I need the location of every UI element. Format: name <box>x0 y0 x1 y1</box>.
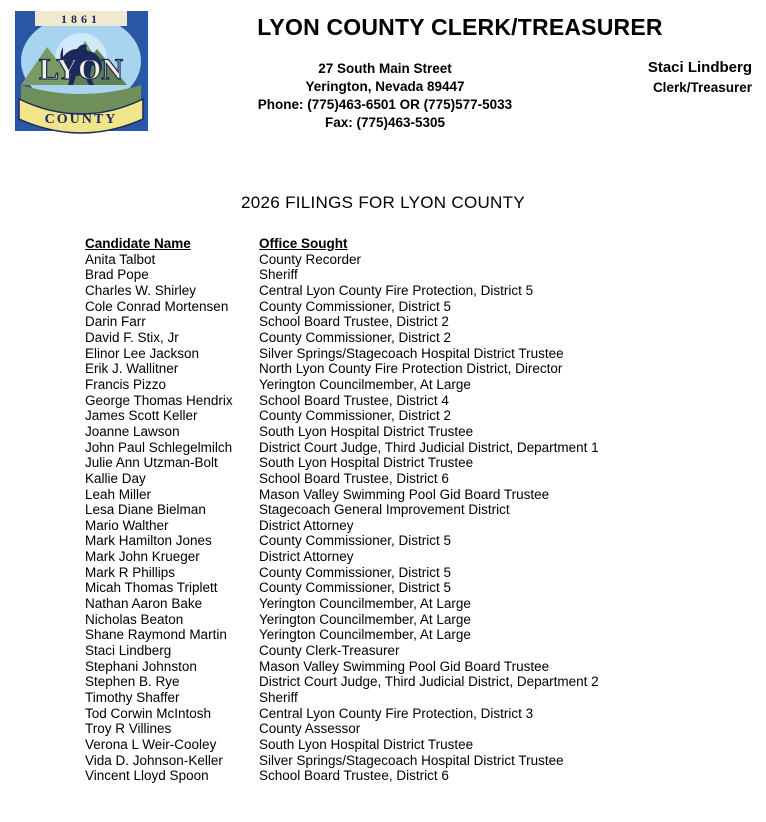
cell-candidate-name: Staci Lindberg <box>85 643 172 659</box>
table-row <box>85 455 745 471</box>
address-city-state-zip: Yerington, Nevada 89447 <box>305 79 465 94</box>
page-title: 2026 FILINGS FOR LYON COUNTY <box>241 193 525 212</box>
table-row <box>85 408 745 424</box>
cell-office-sought: Silver Springs/Stagecoach Hospital District Trustee <box>259 345 564 361</box>
organization-title: LYON COUNTY CLERK/TREASURER <box>257 14 663 40</box>
table-row <box>85 314 745 330</box>
cell-candidate-name: Julie Ann Utzman-Bolt <box>85 455 218 471</box>
table-row <box>85 768 745 784</box>
cell-candidate-name: Brad Pope <box>85 267 149 283</box>
cell-candidate-name: George Thomas Hendrix <box>85 392 233 408</box>
cell-office-sought: Silver Springs/Stagecoach Hospital District Trustee <box>259 752 564 768</box>
cell-office-sought: Central Lyon County Fire Protection, District 5 <box>259 282 534 298</box>
cell-candidate-name: Cole Conrad Mortensen <box>85 298 229 314</box>
cell-candidate-name: John Paul Schlegelmilch <box>85 439 233 455</box>
table-row <box>85 580 745 596</box>
table-row <box>85 330 745 346</box>
filings-table <box>85 236 745 784</box>
cell-candidate-name: Anita Talbot <box>85 251 156 267</box>
table-row <box>85 424 745 440</box>
cell-office-sought: County Recorder <box>259 251 362 267</box>
cell-office-sought: Stagecoach General Improvement District <box>259 502 510 518</box>
cell-office-sought: Sheriff <box>259 267 298 283</box>
table-row <box>85 377 745 393</box>
cell-office-sought: County Commissioner, District 5 <box>259 298 452 314</box>
table-header-row <box>85 236 745 252</box>
filings-table-body <box>85 252 745 784</box>
cell-candidate-name: Mario Walther <box>85 517 169 533</box>
cell-office-sought: District Attorney <box>259 549 354 565</box>
cell-candidate-name: Troy R Villines <box>85 721 172 737</box>
cell-candidate-name: Verona L Weir-Cooley <box>85 737 217 752</box>
cell-office-sought: Yerington Councilmember, At Large <box>259 376 471 392</box>
table-row <box>85 393 745 409</box>
cell-office-sought: County Commissioner, District 5 <box>259 533 452 549</box>
table-row <box>85 440 745 456</box>
cell-office-sought: School Board Trustee, District 4 <box>259 392 449 408</box>
cell-candidate-name: Tod Corwin McIntosh <box>85 705 212 721</box>
cell-candidate-name: Vida D. Johnson-Keller <box>85 752 223 768</box>
table-row <box>85 690 745 706</box>
cell-candidate-name: David F. Stix, Jr <box>85 329 179 345</box>
cell-office-sought: Sheriff <box>259 690 298 706</box>
filings-listing <box>85 236 745 784</box>
cell-candidate-name: Micah Thomas Triplett <box>85 580 218 596</box>
table-row <box>85 659 745 675</box>
table-row <box>85 361 745 377</box>
cell-office-sought: North Lyon County Fire Protection District, Director <box>259 361 563 377</box>
cell-candidate-name: Erik J. Wallitner <box>85 361 179 377</box>
table-row <box>85 299 745 315</box>
cell-office-sought: County Commissioner, District 2 <box>259 408 452 424</box>
cell-office-sought: School Board Trustee, District 2 <box>259 314 449 330</box>
cell-office-sought: County Clerk-Treasurer <box>259 643 400 659</box>
cell-office-sought: District Court Judge, Third Judicial District, Department 1 <box>259 439 599 455</box>
cell-candidate-name: Lesa Diane Bielman <box>85 502 206 518</box>
cell-candidate-name: Leah Miller <box>85 486 152 502</box>
table-row <box>85 471 745 487</box>
phone-line: Phone: (775)463-6501 OR (775)577-5033 <box>257 97 513 112</box>
table-row <box>85 549 745 565</box>
cell-candidate-name: Kallie Day <box>85 470 146 486</box>
cell-office-sought: South Lyon Hospital District Trustee <box>259 423 474 439</box>
table-row <box>85 565 745 581</box>
cell-candidate-name: Timothy Shaffer <box>85 690 180 706</box>
cell-office-sought: Mason Valley Swimming Pool Gid Board Trustee <box>259 486 550 502</box>
cell-office-sought: County Commissioner, District 5 <box>259 564 452 580</box>
cell-office-sought: Central Lyon County Fire Protection, District 3 <box>259 705 534 721</box>
fax-line: Fax: (775)463-5305 <box>324 115 446 130</box>
cell-candidate-name: James Scott Keller <box>85 408 198 424</box>
officer-name: Staci Lindberg <box>647 59 752 76</box>
cell-candidate-name: Mark R Phillips <box>85 564 176 580</box>
cell-candidate-name: Shane Raymond Martin <box>85 627 227 643</box>
cell-office-sought: Yerington Councilmember, At Large <box>259 611 471 627</box>
table-row <box>85 283 745 299</box>
cell-office-sought: Mason Valley Swimming Pool Gid Board Trustee <box>259 658 550 674</box>
cell-office-sought: District Court Judge, Third Judicial District, Department 2 <box>259 674 599 690</box>
table-row <box>85 487 745 503</box>
officer-title: Clerk/Treasurer <box>652 80 752 95</box>
cell-candidate-name: Mark John Krueger <box>85 549 200 565</box>
table-row <box>85 502 745 518</box>
cell-candidate-name: Francis Pizzo <box>85 376 167 392</box>
table-row <box>85 737 745 753</box>
table-row <box>85 533 745 549</box>
table-row <box>85 627 745 643</box>
cell-office-sought: South Lyon Hospital District Trustee <box>259 737 474 752</box>
cell-office-sought: County Assessor <box>259 721 361 737</box>
cell-candidate-name: Mark Hamilton Jones <box>85 533 212 549</box>
table-row <box>85 753 745 769</box>
lyon-county-seal-icon <box>8 6 155 140</box>
cell-office-sought: Yerington Councilmember, At Large <box>259 627 471 643</box>
cell-candidate-name: Elinor Lee Jackson <box>85 345 200 361</box>
cell-candidate-name: Joanne Lawson <box>85 423 180 439</box>
cell-office-sought: South Lyon Hospital District Trustee <box>259 455 474 471</box>
cell-office-sought: School Board Trustee, District 6 <box>259 470 449 486</box>
cell-office-sought: Yerington Councilmember, At Large <box>259 596 471 612</box>
table-row <box>85 674 745 690</box>
column-header-office-sought: Office Sought <box>259 236 348 251</box>
document-header <box>0 0 766 150</box>
cell-candidate-name: Darin Farr <box>85 314 146 330</box>
cell-candidate-name: Stephani Johnston <box>85 658 197 674</box>
table-row <box>85 252 745 268</box>
cell-office-sought: County Commissioner, District 5 <box>259 580 452 596</box>
table-row <box>85 267 745 283</box>
table-row <box>85 706 745 722</box>
svg-text:1861: 1861 <box>61 12 101 26</box>
cell-candidate-name: Charles W. Shirley <box>85 282 197 298</box>
cell-office-sought: School Board Trustee, District 6 <box>259 768 449 784</box>
table-row <box>85 346 745 362</box>
cell-candidate-name: Nicholas Beaton <box>85 611 184 627</box>
cell-office-sought: District Attorney <box>259 517 354 533</box>
cell-candidate-name: Vincent Lloyd Spoon <box>85 768 209 784</box>
table-row <box>85 612 745 628</box>
officer-block <box>552 58 752 98</box>
table-row <box>85 721 745 737</box>
column-header-candidate-name: Candidate Name <box>85 236 191 251</box>
svg-text:COUNTY: COUNTY <box>44 112 118 127</box>
svg-text:LYON: LYON <box>39 53 123 86</box>
cell-candidate-name: Nathan Aaron Bake <box>85 596 203 612</box>
address-block <box>160 60 610 132</box>
address-street: 27 South Main Street <box>318 61 452 76</box>
table-row <box>85 518 745 534</box>
table-row <box>85 643 745 659</box>
cell-candidate-name: Stephen B. Rye <box>85 674 180 690</box>
table-row <box>85 596 745 612</box>
cell-office-sought: County Commissioner, District 2 <box>259 329 452 345</box>
